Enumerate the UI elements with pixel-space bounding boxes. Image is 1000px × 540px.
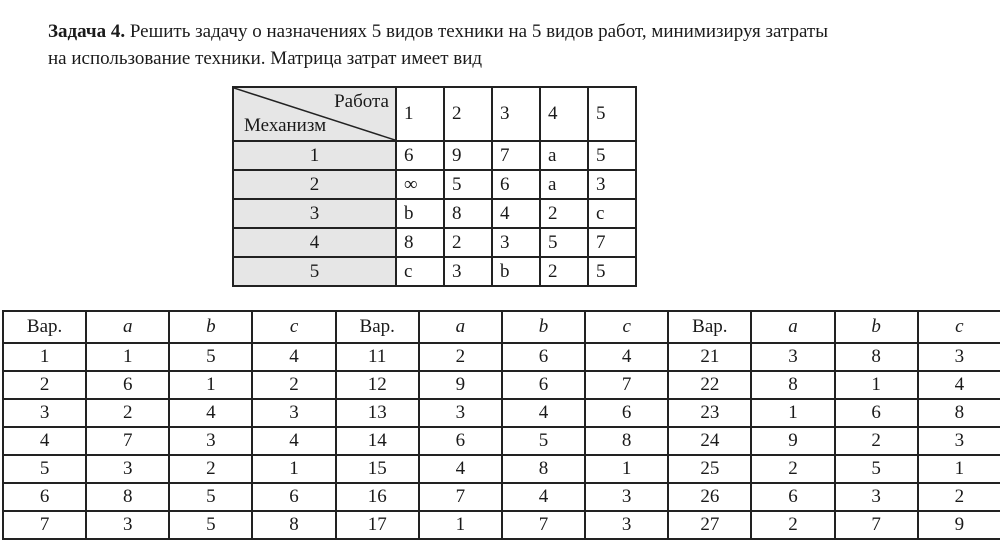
cost-matrix-table xyxy=(232,86,637,287)
param-value-cell: 4 xyxy=(585,343,668,371)
cost-matrix-row xyxy=(233,228,636,257)
param-value-cell: 6 xyxy=(751,483,834,511)
work-column-header: 3 xyxy=(492,87,540,141)
param-value-cell: 6 xyxy=(585,399,668,427)
param-value-cell: 3 xyxy=(585,511,668,539)
param-value-cell: 2 xyxy=(835,427,918,455)
param-value-cell: 5 xyxy=(502,427,585,455)
variants-table xyxy=(2,310,1000,540)
cost-cell: 5 xyxy=(444,170,492,199)
table-row xyxy=(3,371,1000,399)
cost-cell: 6 xyxy=(492,170,540,199)
table-row xyxy=(3,455,1000,483)
param-value-cell: 6 xyxy=(86,371,169,399)
param-value-cell: 4 xyxy=(252,343,335,371)
variant-number-cell: 27 xyxy=(668,511,751,539)
param-column-header: a xyxy=(86,311,169,343)
mechanism-label: 1 xyxy=(233,141,396,170)
param-column-header: c xyxy=(252,311,335,343)
work-column-header: 1 xyxy=(396,87,444,141)
param-column-header: b xyxy=(169,311,252,343)
variant-number-cell: 11 xyxy=(336,343,419,371)
param-column-header: a xyxy=(419,311,502,343)
cost-matrix-row xyxy=(233,170,636,199)
variant-number-cell: 1 xyxy=(3,343,86,371)
cost-cell: b xyxy=(396,199,444,228)
variant-number-cell: 16 xyxy=(336,483,419,511)
param-value-cell: 4 xyxy=(502,399,585,427)
variants-header-row xyxy=(3,311,1000,343)
param-value-cell: 1 xyxy=(751,399,834,427)
work-column-header: 2 xyxy=(444,87,492,141)
variant-number-cell: 23 xyxy=(668,399,751,427)
param-value-cell: 1 xyxy=(419,511,502,539)
cost-cell: 5 xyxy=(588,141,636,170)
mechanism-label: 3 xyxy=(233,199,396,228)
variant-column-header: Вар. xyxy=(3,311,86,343)
param-value-cell: 6 xyxy=(835,399,918,427)
cost-cell: a xyxy=(540,170,588,199)
param-value-cell: 1 xyxy=(918,455,1000,483)
cost-cell: 5 xyxy=(588,257,636,286)
variant-column-header: Вар. xyxy=(336,311,419,343)
param-value-cell: 8 xyxy=(585,427,668,455)
param-column-header: c xyxy=(585,311,668,343)
param-value-cell: 3 xyxy=(918,427,1000,455)
param-value-cell: 6 xyxy=(502,371,585,399)
param-value-cell: 7 xyxy=(86,427,169,455)
param-value-cell: 4 xyxy=(252,427,335,455)
param-value-cell: 9 xyxy=(419,371,502,399)
table-row xyxy=(3,343,1000,371)
table-row xyxy=(3,483,1000,511)
cost-cell: 8 xyxy=(444,199,492,228)
param-column-header: c xyxy=(918,311,1000,343)
task-title: Задача 4. xyxy=(48,21,126,42)
variant-number-cell: 15 xyxy=(336,455,419,483)
param-value-cell: 3 xyxy=(835,483,918,511)
param-value-cell: 3 xyxy=(751,343,834,371)
cost-cell: 9 xyxy=(444,141,492,170)
variant-number-cell: 6 xyxy=(3,483,86,511)
variant-number-cell: 7 xyxy=(3,511,86,539)
param-value-cell: 5 xyxy=(169,343,252,371)
param-value-cell: 7 xyxy=(502,511,585,539)
cost-cell: 7 xyxy=(492,141,540,170)
mechanism-label: 5 xyxy=(233,257,396,286)
cost-cell: 3 xyxy=(492,228,540,257)
variant-number-cell: 4 xyxy=(3,427,86,455)
cost-cell: 3 xyxy=(588,170,636,199)
mechanism-label: 2 xyxy=(233,170,396,199)
variant-number-cell: 5 xyxy=(3,455,86,483)
param-value-cell: 3 xyxy=(252,399,335,427)
param-value-cell: 3 xyxy=(86,455,169,483)
param-value-cell: 5 xyxy=(169,483,252,511)
cost-cell: c xyxy=(588,199,636,228)
variant-number-cell: 26 xyxy=(668,483,751,511)
cost-cell: 4 xyxy=(492,199,540,228)
param-value-cell: 8 xyxy=(835,343,918,371)
variants-body xyxy=(3,343,1000,539)
variant-number-cell: 17 xyxy=(336,511,419,539)
table-row xyxy=(3,511,1000,539)
cost-cell: 2 xyxy=(540,199,588,228)
param-value-cell: 4 xyxy=(419,455,502,483)
param-value-cell: 7 xyxy=(419,483,502,511)
param-value-cell: 7 xyxy=(585,371,668,399)
variant-number-cell: 2 xyxy=(3,371,86,399)
param-value-cell: 8 xyxy=(918,399,1000,427)
param-value-cell: 4 xyxy=(918,371,1000,399)
variant-number-cell: 3 xyxy=(3,399,86,427)
param-value-cell: 5 xyxy=(169,511,252,539)
cost-cell: 2 xyxy=(540,257,588,286)
param-value-cell: 3 xyxy=(918,343,1000,371)
variant-number-cell: 24 xyxy=(668,427,751,455)
param-value-cell: 2 xyxy=(169,455,252,483)
param-value-cell: 2 xyxy=(419,343,502,371)
variant-number-cell: 14 xyxy=(336,427,419,455)
cost-matrix-row xyxy=(233,141,636,170)
cost-cell: 7 xyxy=(588,228,636,257)
work-column-header: 4 xyxy=(540,87,588,141)
cost-matrix-row xyxy=(233,257,636,286)
param-value-cell: 2 xyxy=(86,399,169,427)
variant-number-cell: 13 xyxy=(336,399,419,427)
task-text-line2: на использование техники. Матрица затрат имеет вид xyxy=(48,48,483,69)
cost-matrix-row xyxy=(233,199,636,228)
param-column-header: b xyxy=(502,311,585,343)
param-value-cell: 1 xyxy=(86,343,169,371)
header-work-label: Работа xyxy=(334,91,389,112)
work-column-header: 5 xyxy=(588,87,636,141)
param-value-cell: 1 xyxy=(252,455,335,483)
cost-matrix-header-row xyxy=(233,87,636,141)
cost-cell: 2 xyxy=(444,228,492,257)
param-value-cell: 1 xyxy=(585,455,668,483)
task-text-line1: Решить задачу о назначениях 5 видов техники на 5 видов работ, минимизируя затраты xyxy=(125,21,828,42)
param-value-cell: 8 xyxy=(502,455,585,483)
cost-cell: c xyxy=(396,257,444,286)
param-value-cell: 3 xyxy=(585,483,668,511)
variant-number-cell: 21 xyxy=(668,343,751,371)
param-value-cell: 9 xyxy=(751,427,834,455)
param-value-cell: 1 xyxy=(169,371,252,399)
param-value-cell: 3 xyxy=(169,427,252,455)
param-value-cell: 6 xyxy=(502,343,585,371)
variant-number-cell: 22 xyxy=(668,371,751,399)
param-value-cell: 4 xyxy=(502,483,585,511)
cost-cell: b xyxy=(492,257,540,286)
param-value-cell: 6 xyxy=(252,483,335,511)
cost-cell: 8 xyxy=(396,228,444,257)
header-mechanism-label: Механизм xyxy=(244,115,327,136)
param-value-cell: 5 xyxy=(835,455,918,483)
variant-number-cell: 12 xyxy=(336,371,419,399)
param-value-cell: 8 xyxy=(86,483,169,511)
mechanism-label: 4 xyxy=(233,228,396,257)
param-value-cell: 8 xyxy=(751,371,834,399)
param-value-cell: 2 xyxy=(751,511,834,539)
table-row xyxy=(3,427,1000,455)
param-value-cell: 2 xyxy=(751,455,834,483)
param-column-header: a xyxy=(751,311,834,343)
variant-number-cell: 25 xyxy=(668,455,751,483)
cost-cell: a xyxy=(540,141,588,170)
param-value-cell: 8 xyxy=(252,511,335,539)
task-statement xyxy=(48,18,1000,72)
param-value-cell: 2 xyxy=(918,483,1000,511)
table-row xyxy=(3,399,1000,427)
param-value-cell: 6 xyxy=(419,427,502,455)
param-value-cell: 1 xyxy=(835,371,918,399)
param-value-cell: 7 xyxy=(835,511,918,539)
param-value-cell: 3 xyxy=(86,511,169,539)
variant-column-header: Вар. xyxy=(668,311,751,343)
cost-cell: 5 xyxy=(540,228,588,257)
param-column-header: b xyxy=(835,311,918,343)
cost-cell: ∞ xyxy=(396,170,444,199)
param-value-cell: 4 xyxy=(169,399,252,427)
param-value-cell: 3 xyxy=(419,399,502,427)
param-value-cell: 2 xyxy=(252,371,335,399)
cost-cell: 6 xyxy=(396,141,444,170)
param-value-cell: 9 xyxy=(918,511,1000,539)
cost-cell: 3 xyxy=(444,257,492,286)
cost-matrix-corner-header xyxy=(233,87,396,141)
